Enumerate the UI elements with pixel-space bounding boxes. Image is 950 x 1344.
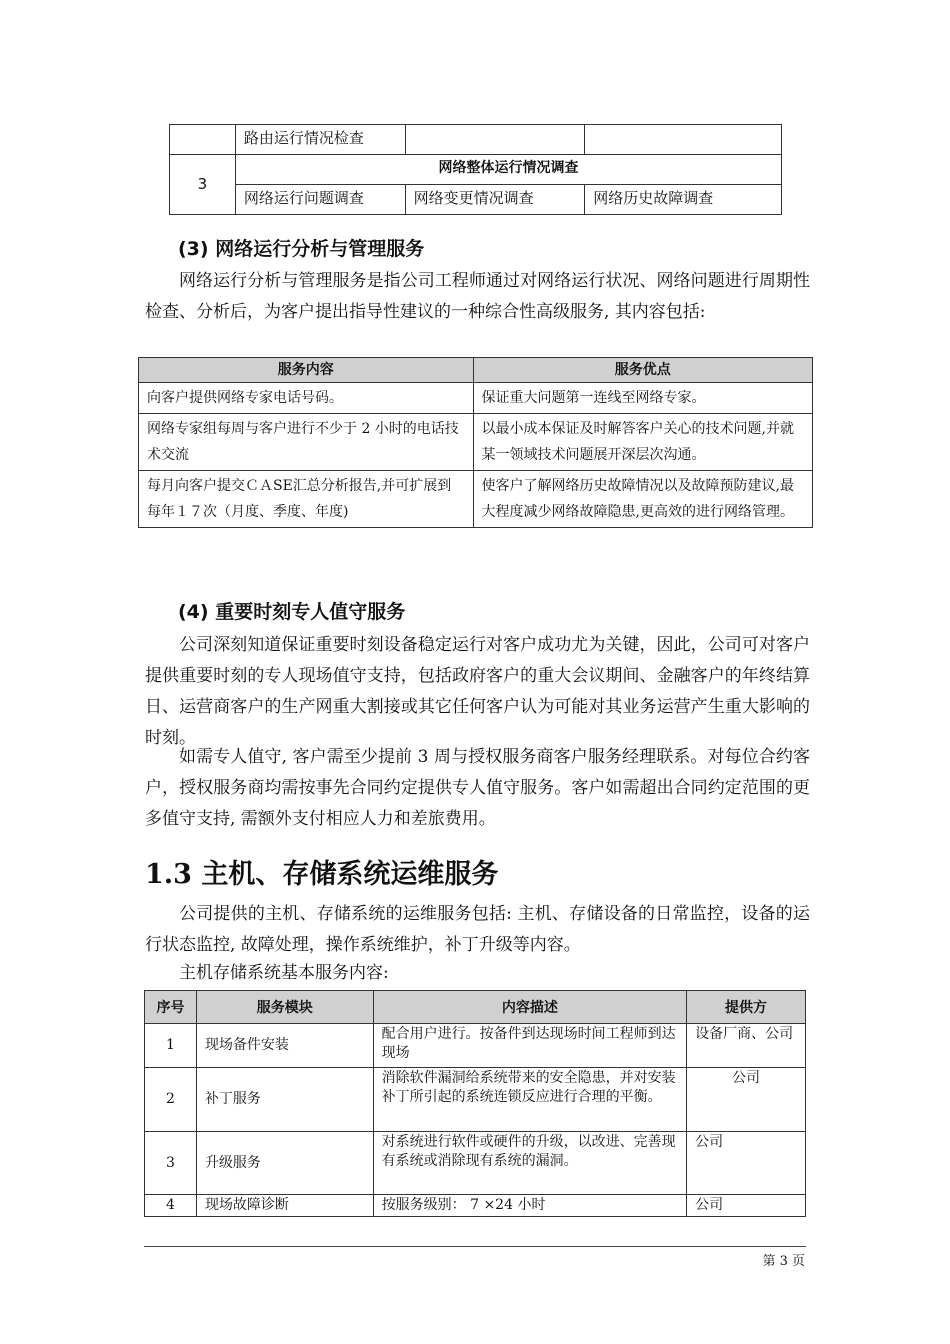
table-cell: 以最小成本保证及时解答客户关心的技术问题,并就某一领域技术问题展开深层次沟通。 [473,414,813,471]
chapter-heading: 1.3 主机、存储系统运维服务 [145,859,499,890]
table-row [170,155,782,185]
section-paragraph: 如需专人值守, 客户需至少提前 3 周与授权服务商客户服务经理联系。对每位合约客户，授权服务商均需按事先合同约定提供专人值守服务。客户如需超出合同约定范围的更多值守支持, 需额外支付相应人力和差旅费用。 [145,747,810,829]
row-number: 2 [145,1068,197,1132]
table-cell [405,125,585,155]
table-cell: 公司 [687,1068,806,1132]
column-header: 服务内容 [139,358,474,383]
table-cell: 按服务级别： 7 ×24 小时 [373,1195,686,1217]
table-cell: 网络变更情况调查 [405,185,585,215]
footer-divider [144,1246,806,1247]
service-table [138,357,813,528]
row-number: 4 [145,1195,197,1217]
section-paragraph: 主机存储系统基本服务内容: [179,963,389,983]
section-heading: (3) 网络运行分析与管理服务 [178,238,425,260]
column-header: 提供方 [687,991,806,1024]
table-cell: 每月向客户提交ＣＡSE汇总分析报告,并可扩展到每年１７次（月度、季度、年度) [139,471,474,528]
table-row [139,471,813,528]
table-cell: 配合用户进行。按备件到达现场时间工程师到达现场 [373,1024,686,1068]
table-cell: 对系统进行软件或硬件的升级，以改进、完善现有系统或消除现有系统的漏洞。 [373,1132,686,1195]
column-header: 服务优点 [473,358,813,383]
section-paragraph: 网络运行分析与管理服务是指公司工程师通过对网络运行状况、网络问题进行周期性检查、分析后，为客户提出指导性建议的一种综合性高级服务, 其内容包括: [145,271,810,322]
section-paragraph: 公司提供的主机、存储系统的运维服务包括: 主机、存储设备的日常监控，设备的运行状态监控, 故障处理，操作系统维护，补丁升级等内容。 [145,904,810,955]
table-row [139,383,813,414]
table-cell: 路由运行情况检查 [235,125,405,155]
table-cell: 现场备件安装 [196,1024,373,1068]
table-cell: 消除软件漏洞给系统带来的安全隐患，并对安装补丁所引起的系统连锁反应进行合理的平衡。 [373,1068,686,1132]
table-cell: 设备厂商、公司 [687,1024,806,1068]
network-survey-table [169,124,782,215]
table-cell: 补丁服务 [196,1068,373,1132]
table-section-title: 网络整体运行情况调查 [235,155,781,185]
section-heading: (4) 重要时刻专人值守服务 [178,601,406,623]
table-header-row [145,991,806,1024]
host-storage-service-table [144,990,806,1217]
table-cell: 网络运行问题调查 [235,185,405,215]
row-number: 3 [145,1132,197,1195]
table-row [145,1024,806,1068]
row-number: 1 [145,1024,197,1068]
table-cell: 网络历史故障调查 [585,185,782,215]
column-header: 内容描述 [373,991,686,1024]
table-row [145,1068,806,1132]
table-cell: 网络专家组每周与客户进行不少于 2 小时的电话技术交流 [139,414,474,471]
table-row [170,185,782,215]
table-row [145,1195,806,1217]
section-paragraph: 公司深刻知道保证重要时刻设备稳定运行对客户成功尤为关键，因此，公司可对客户提供重要时刻的专人现场值守支持，包括政府客户的重大会议期间、金融客户的年终结算日、运营商客户的生产网重大割接或其它任何客户认为可能对其业务运营产生重大影响的时刻。 [145,635,810,748]
table-cell: 使客户了解网络历史故障情况以及故障预防建议,最大程度减少网络故障隐患,更高效的进行网络管理。 [473,471,813,528]
table-cell: 向客户提供网络专家电话号码。 [139,383,474,414]
table-row [139,414,813,471]
table-row [145,1132,806,1195]
table-header-row [139,358,813,383]
table-cell: 保证重大问题第一连线至网络专家。 [473,383,813,414]
table-cell [585,125,782,155]
row-number: 3 [170,155,236,215]
column-header: 序号 [145,991,197,1024]
page-number: 第 3 页 [762,1254,805,1269]
table-row [170,125,782,155]
table-cell: 公司 [687,1195,806,1217]
column-header: 服务模块 [196,991,373,1024]
table-cell [170,125,236,155]
table-cell: 升级服务 [196,1132,373,1195]
table-cell: 现场故障诊断 [196,1195,373,1217]
table-cell: 公司 [687,1132,806,1195]
